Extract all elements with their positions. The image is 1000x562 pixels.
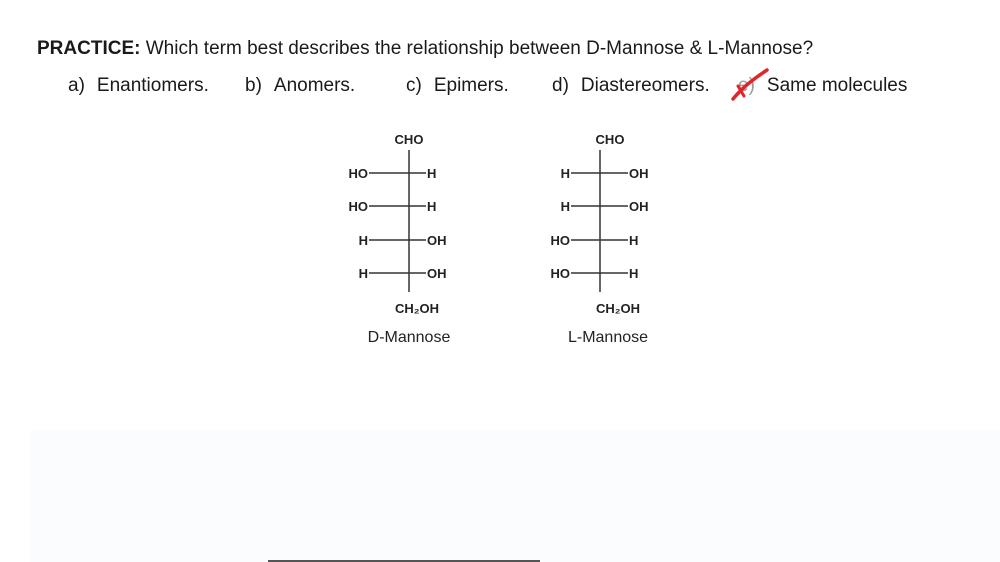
bottom-group: CH₂OH xyxy=(394,301,440,316)
left-group: H xyxy=(358,233,368,248)
left-group: HO xyxy=(550,266,570,281)
right-group: H xyxy=(629,266,639,281)
option-text: Epimers. xyxy=(433,75,509,96)
right-group: H xyxy=(427,166,437,181)
structure-caption: D-Mannose xyxy=(367,329,451,346)
option-text: Diastereomers. xyxy=(580,75,710,96)
structure-caption: L-Mannose xyxy=(567,329,649,346)
left-group: H xyxy=(358,266,368,281)
right-group: OH xyxy=(629,166,649,181)
left-group: HO xyxy=(550,233,570,248)
d-mannose-structure xyxy=(349,132,451,346)
option-text: Same molecules xyxy=(766,75,908,96)
question-text: Which term best describes the relationship between D-Mannose & L-Mannose? xyxy=(145,38,814,59)
option-letter: e) xyxy=(738,75,755,96)
top-group: CHO xyxy=(595,132,625,147)
option-text: Anomers. xyxy=(273,75,356,96)
right-group: H xyxy=(629,233,639,248)
bottom-group: CH₂OH xyxy=(595,301,641,316)
left-group: HO xyxy=(348,166,368,181)
left-group: HO xyxy=(348,199,368,214)
left-group: H xyxy=(560,166,570,181)
option-letter: d) xyxy=(552,75,569,96)
option-letter: a) xyxy=(68,75,85,96)
option-text: Enantiomers. xyxy=(96,75,209,96)
right-group: OH xyxy=(427,233,447,248)
l-mannose-structure xyxy=(551,132,649,346)
right-group: H xyxy=(427,199,437,214)
right-group: OH xyxy=(629,199,649,214)
question-lead: PRACTICE: xyxy=(37,38,141,59)
option-letter: c) xyxy=(406,75,422,96)
top-group: CHO xyxy=(394,132,424,147)
bottom-panel xyxy=(30,430,1000,562)
right-group: OH xyxy=(427,266,447,281)
option-letter: b) xyxy=(245,75,262,96)
left-group: H xyxy=(560,199,570,214)
